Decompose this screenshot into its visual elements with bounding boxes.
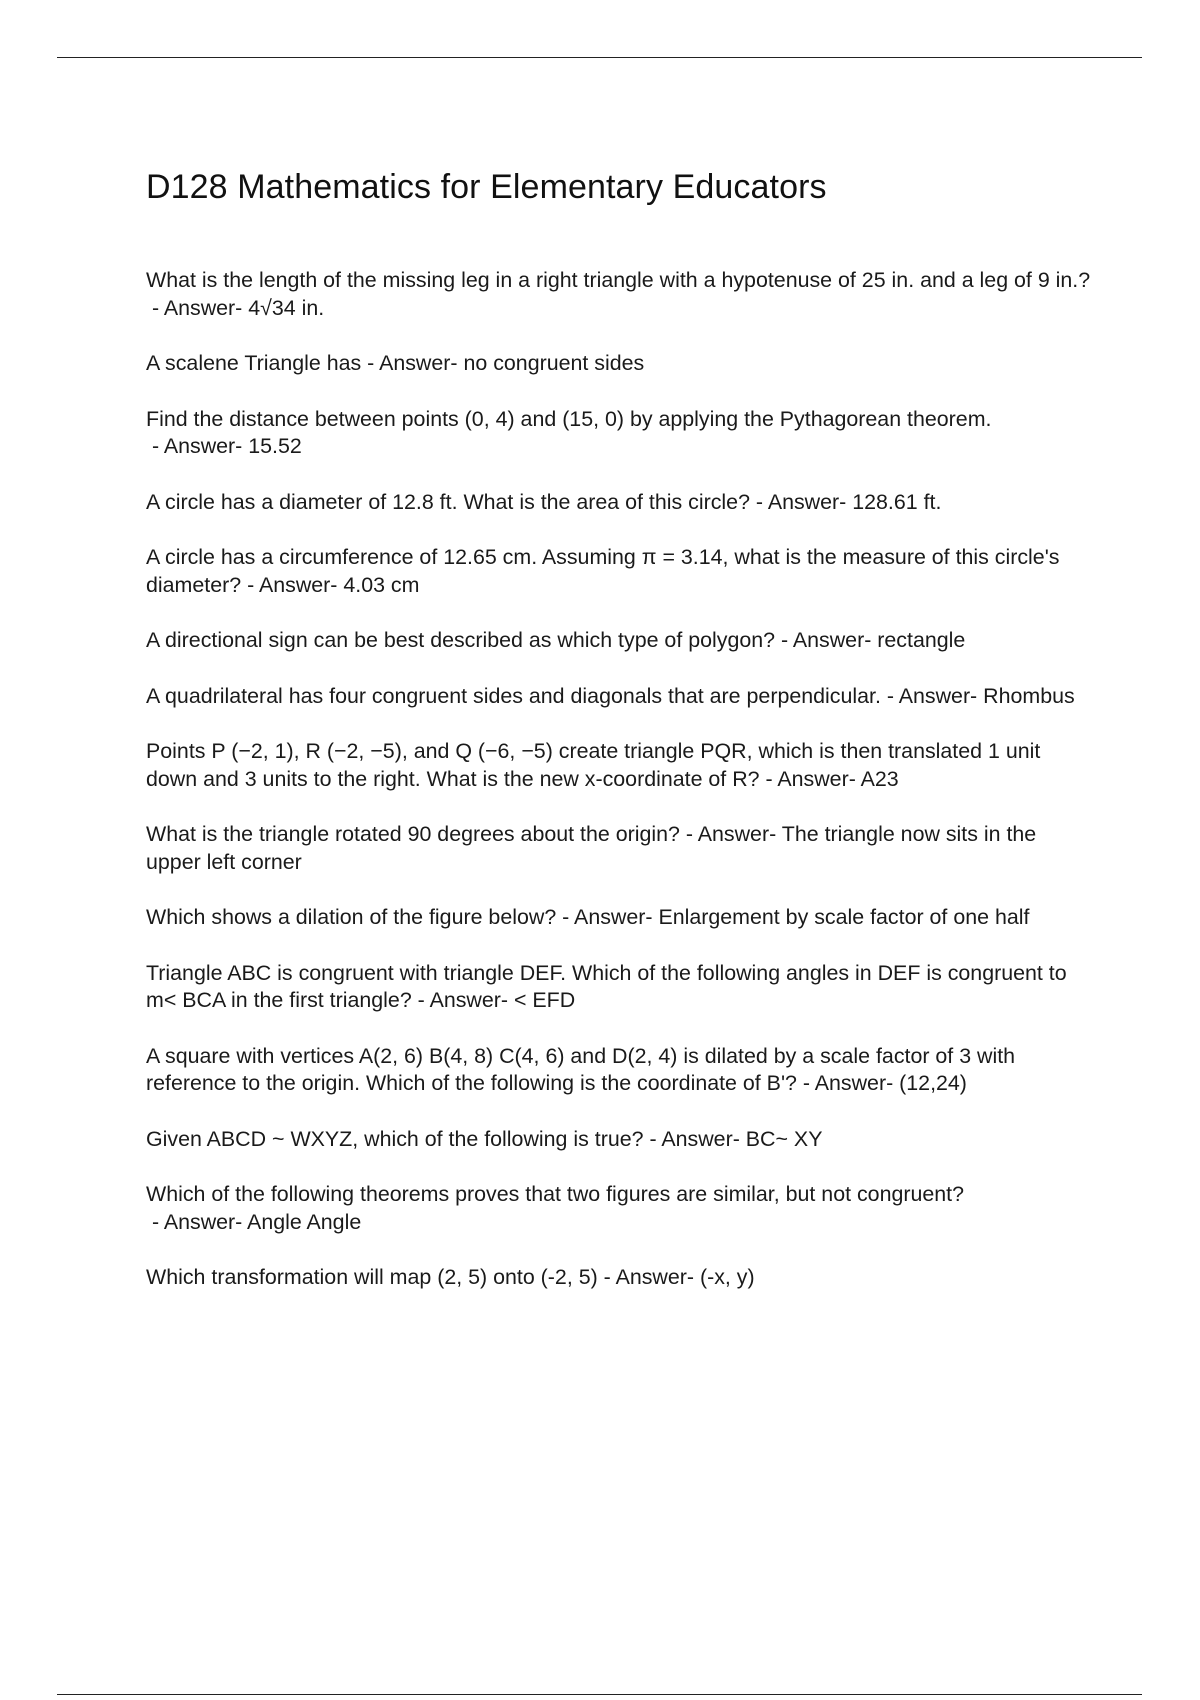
answer-separator: - Answer- [597,1265,700,1289]
question-text: A scalene Triangle has [146,351,362,375]
question-text: Which transformation will map (2, 5) onto (-2, 5) [146,1265,598,1289]
qa-item [146,1264,1096,1292]
question-text: Find the distance between points (0, 4) and (15, 0) by applying the Pythagorean theorem. [146,406,992,431]
answer-text: Angle Angle [247,1209,362,1234]
answer-text: 128.61 ft. [852,489,942,514]
answer-text: 15.52 [248,434,302,458]
answer-separator: - Answer- [411,988,514,1012]
document-title: D128 Mathematics for Elementary Educators [146,168,827,206]
answer-text: BC~ XY [745,1126,823,1151]
answer-text: Enlargement by scale factor of one half [658,905,1030,929]
answer-separator: - Answer- [749,489,853,514]
answer-separator: - Answer- [796,1071,900,1095]
qa-item [146,738,1096,793]
answer-separator: - Answer- [146,295,249,320]
answer-text: 4√34 in. [248,295,325,320]
answer-text: (12,24) [899,1071,967,1095]
qa-item [146,960,1096,1015]
answer-separator: - Answer- [880,683,984,708]
qa-item [146,1181,1096,1236]
question-text: Triangle ABC is congruent with triangle DEF. Which of the following angles in DEF is congruent to m< BCA in the first triangle? [146,960,1067,1012]
question-text: A circle has a diameter of 12.8 ft. What is the area of this circle? [146,489,750,514]
answer-separator: - Answer- [361,351,464,375]
question-text: Given ABCD ~ WXYZ, which of the following is true? [146,1126,644,1151]
qa-item [146,1126,1096,1154]
qa-item [146,350,1096,378]
answer-separator: - Answer- [556,905,659,929]
answer-text: < EFD [513,988,576,1012]
answer-text: no congruent sides [463,351,645,375]
question-text: What is the length of the missing leg in a right triangle with a hypotenuse of 25 in. and a leg of 9 in.? [146,268,1091,292]
qa-item [146,544,1096,599]
bottom-rule [57,1694,1142,1695]
answer-text: Rhombus [983,683,1075,708]
top-rule [57,57,1142,58]
answer-separator: - Answer- [146,1209,248,1234]
qa-item [146,267,1096,322]
qa-item [146,1043,1096,1098]
answer-text: rectangle [877,628,966,652]
qa-item [146,627,1096,655]
answer-separator: - Answer- [679,822,782,846]
answer-separator: - Answer- [643,1126,746,1151]
question-text: A circle has a circumference of 12.65 cm. Assuming π = 3.14, what is the measure of this circle's diameter? [146,545,1060,597]
question-text: Which of the following theorems proves that two figures are similar, but not congruent? [146,1182,965,1206]
answer-text: 4.03 cm [343,572,420,597]
question-text: A quadrilateral has four congruent sides and diagonals that are perpendicular. [146,683,881,708]
question-text: What is the triangle rotated 90 degrees about the origin? [146,822,680,846]
answer-text: A23 [860,766,899,791]
qa-item [146,683,1096,711]
answer-separator: - Answer- [241,572,344,597]
answer-text: The triangle now sits in the upper left corner [146,822,1037,874]
question-text: A directional sign can be best described as which type of polygon? [146,628,776,652]
answer-separator: - Answer- [146,434,249,458]
question-text: A square with vertices A(2, 6) B(4, 8) C(4, 6) and D(2, 4) is dilated by a scale factor of 3 with reference to the origin. Which of the following is the coordinate of B'? [146,1043,1016,1095]
qa-item [146,489,1096,517]
qa-item [146,904,1096,932]
answer-separator: - Answer- [759,766,861,791]
question-text: Points P (−2, 1), R (−2, −5), and Q (−6, −5) create triangle PQR, which is then translated 1 unit down and 3 units to the right. What is the new x-coordinate of R? [146,739,1041,791]
answer-separator: - Answer- [775,628,878,652]
qa-item [146,406,1096,461]
qa-item [146,821,1096,876]
qa-list [146,267,1096,1292]
answer-text: (-x, y) [699,1265,755,1289]
document-body [146,168,1096,1320]
question-text: Which shows a dilation of the figure below? [146,905,557,929]
